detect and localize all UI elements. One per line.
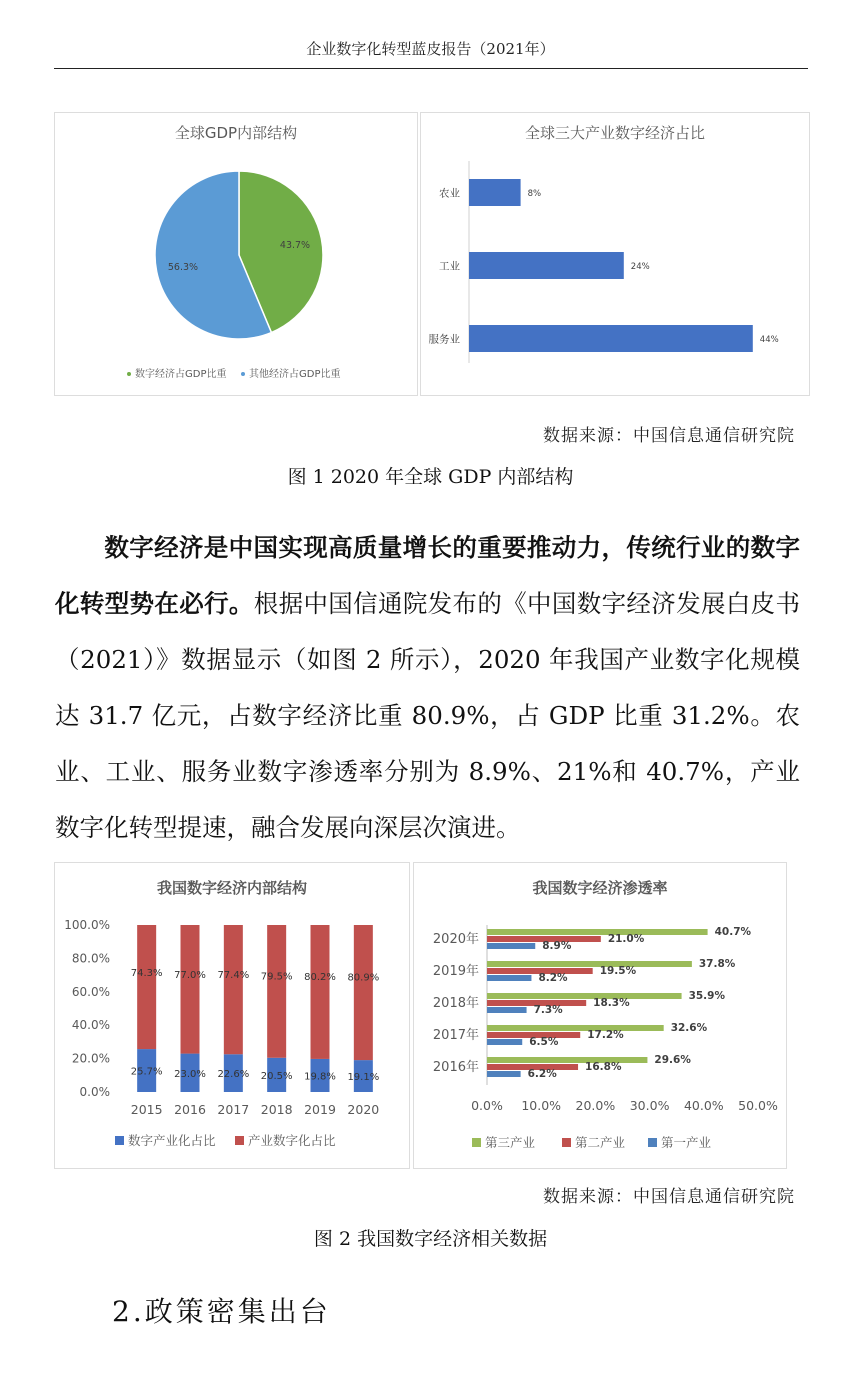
pie-slice-label: 56.3%: [167, 262, 199, 274]
legend-marker: [472, 1138, 481, 1147]
bar: [487, 929, 708, 935]
legend-marker: [127, 372, 131, 376]
data-label: 20.5%: [260, 1070, 293, 1082]
data-label: 17.2%: [587, 1029, 624, 1041]
bar: [487, 993, 682, 999]
data-label: 24%: [630, 262, 650, 272]
bar: [487, 943, 535, 949]
x-tick-label: 10.0%: [521, 1098, 562, 1113]
x-tick-label: 30.0%: [629, 1098, 670, 1113]
data-label: 22.6%: [217, 1069, 250, 1081]
chart-panel-penetration: [413, 862, 787, 1169]
data-label: 29.6%: [654, 1054, 691, 1066]
data-label: 8%: [527, 189, 542, 199]
bar: [487, 1039, 522, 1045]
chart-panel-gdp-pie: [54, 112, 418, 396]
chart-title: 全球GDP内部结构: [174, 124, 298, 142]
data-label: 44%: [759, 335, 779, 345]
industry-bar-chart: [421, 113, 809, 395]
x-tick-label: 2018: [260, 1102, 293, 1117]
bar: [469, 179, 521, 206]
x-tick-label: 2015: [130, 1102, 163, 1117]
data-label: 77.0%: [174, 969, 206, 981]
legend-marker: [241, 372, 245, 376]
x-tick-label: 20.0%: [575, 1098, 616, 1113]
data-label: 19.5%: [599, 965, 637, 977]
legend-label: 其他经济占GDP比重: [249, 369, 341, 380]
bar: [487, 1057, 647, 1063]
section-heading: 2.政策密集出台: [112, 1295, 331, 1328]
bar: [487, 1025, 664, 1031]
y-tick-label: 100.0%: [64, 918, 110, 932]
chart-title: 我国数字经济渗透率: [532, 879, 668, 897]
x-tick-label: 2016: [174, 1102, 206, 1117]
data-label: 37.8%: [698, 958, 736, 970]
data-label: 19.1%: [347, 1072, 380, 1084]
data-label: 23.0%: [174, 1068, 206, 1080]
category-label: 农业: [439, 187, 460, 200]
category-label: 2017年: [432, 1028, 479, 1043]
chart-title: 全球三大产业数字经济占比: [524, 124, 706, 142]
legend-label: 数字产业化占比: [128, 1133, 216, 1148]
data-label: 79.5%: [260, 971, 293, 983]
legend-label: 第一产业: [661, 1135, 712, 1150]
chart-panel-structure: [54, 862, 410, 1169]
gdp-pie-chart: [55, 113, 417, 395]
category-label: 2020年: [432, 932, 479, 947]
data-label: 80.2%: [304, 971, 336, 983]
bar: [469, 252, 624, 279]
chart-title: 我国数字经济内部结构: [156, 879, 308, 897]
data-label: 21.0%: [607, 933, 645, 945]
x-tick-label: 0.0%: [471, 1098, 503, 1113]
stacked-bar-segment: [311, 925, 330, 1059]
bar: [487, 1007, 527, 1013]
y-tick-label: 60.0%: [71, 984, 110, 999]
legend-marker: [235, 1136, 244, 1145]
x-tick-label: 40.0%: [683, 1098, 724, 1113]
legend-label: 第三产业: [485, 1135, 536, 1150]
stacked-bar-segment: [354, 925, 373, 1060]
category-label: 2018年: [432, 996, 479, 1011]
y-tick-label: 80.0%: [71, 951, 110, 966]
legend-marker: [562, 1138, 571, 1147]
structure-stacked-chart: [55, 863, 409, 1168]
category-label: 2016年: [432, 1060, 479, 1075]
figure2-source: 数据来源：中国信息通信研究院: [543, 1187, 795, 1207]
data-label: 6.5%: [529, 1036, 559, 1048]
data-label: 80.9%: [347, 972, 380, 984]
data-label: 74.3%: [130, 968, 163, 980]
y-tick-label: 20.0%: [71, 1051, 110, 1066]
x-tick-label: 2019: [304, 1102, 336, 1117]
data-label: 40.7%: [714, 926, 752, 938]
y-tick-label: 0.0%: [79, 1085, 110, 1099]
stacked-bar-segment: [137, 925, 156, 1049]
bar: [487, 961, 692, 967]
data-label: 35.9%: [688, 990, 726, 1002]
x-tick-label: 2020: [347, 1102, 380, 1117]
y-tick-label: 40.0%: [71, 1018, 110, 1033]
bar: [469, 325, 753, 352]
legend-marker: [115, 1136, 124, 1145]
body-paragraph: [55, 520, 800, 856]
data-label: 6.2%: [527, 1068, 557, 1080]
figure1-caption: 图 1 2020 年全球 GDP 内部结构: [287, 466, 574, 488]
data-label: 19.8%: [304, 1071, 336, 1083]
data-label: 25.7%: [130, 1066, 163, 1078]
legend-marker: [648, 1138, 657, 1147]
category-label: 工业: [439, 260, 460, 273]
legend-label: 第二产业: [575, 1135, 626, 1150]
paragraph-body: 根据中国信通院发布的《中国数字经济发展白皮书（2021）》数据显示（如图 2 所示），2020 年我国产业数字化规模达 31.7 亿元，占数字经济比重 80.9%，占 GDP 比重 31.2%。农业、工业、服务业数字渗透率分别为 8.9%、21%和 40.7%，产业数字化转型提速，融合发展向深层次演进。: [55, 589, 801, 842]
data-label: 18.3%: [593, 997, 630, 1009]
page-header: 企业数字化转型蓝皮报告（2021年）: [306, 40, 555, 58]
data-label: 77.4%: [217, 970, 250, 982]
figure1-source: 数据来源：中国信息通信研究院: [543, 426, 795, 446]
legend-label: 数字经济占GDP比重: [135, 369, 227, 380]
data-label: 16.8%: [585, 1061, 622, 1073]
pie-slice-label: 43.7%: [279, 239, 311, 251]
figure2-caption: 图 2 我国数字经济相关数据: [313, 1228, 548, 1250]
data-label: 7.3%: [533, 1004, 563, 1016]
stacked-bar-segment: [224, 925, 243, 1054]
stacked-bar-segment: [267, 925, 286, 1058]
x-tick-label: 2017: [217, 1102, 250, 1117]
data-label: 32.6%: [670, 1022, 708, 1034]
header-rule: [54, 68, 808, 69]
x-tick-label: 50.0%: [738, 1098, 778, 1113]
penetration-bar-chart: [414, 863, 786, 1168]
data-label: 8.9%: [542, 940, 572, 952]
legend-label: 产业数字化占比: [248, 1133, 336, 1148]
chart-panel-industry-bar: [420, 112, 810, 396]
data-label: 8.2%: [538, 972, 568, 984]
bar: [487, 975, 531, 981]
category-label: 2019年: [432, 964, 479, 979]
paragraph-lead: 数字经济是中国实现高质量增长的重要推动力，传统行业的数字化转型势在必行。: [55, 533, 800, 618]
bar: [487, 1071, 521, 1077]
stacked-bar-segment: [181, 925, 200, 1054]
category-label: 服务业: [428, 333, 460, 346]
